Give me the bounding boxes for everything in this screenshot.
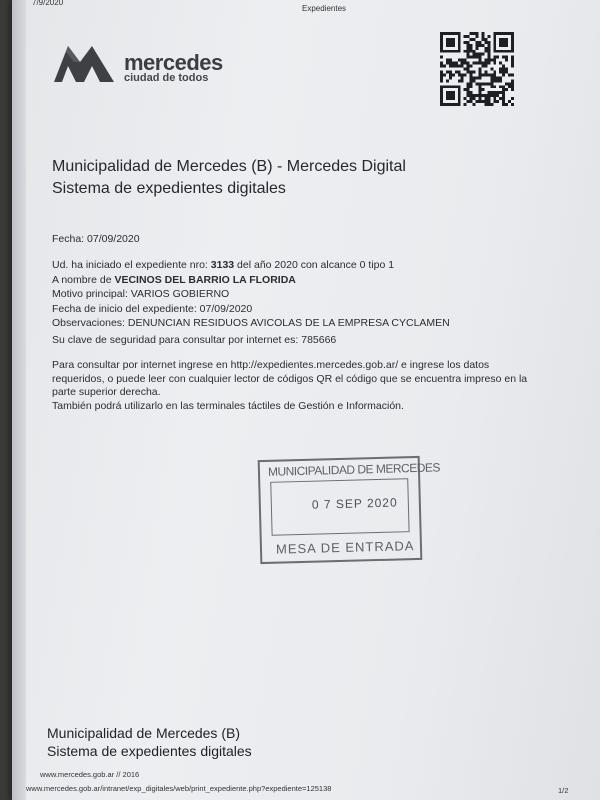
page-number: 1/2 — [558, 786, 569, 795]
footer-line-1: Municipalidad de Mercedes (B) — [47, 725, 240, 741]
mercedes-logo-icon — [54, 40, 116, 87]
print-title: Expedientes — [302, 4, 347, 13]
qr-code-icon — [440, 32, 514, 111]
instructions-line-4: También podrá utilizarlo en las terminales táctiles de Gestión e Información. — [52, 399, 404, 412]
footer-url: www.mercedes.gob.ar/intranet/exp_digitales/web/print_expediente.php?expediente=125138 — [26, 784, 332, 793]
stamp-bottom-text: MESA DE ENTRADA — [275, 538, 415, 557]
reception-stamp — [258, 456, 441, 564]
stamp-top-text: MUNICIPALIDAD DE MERCEDES — [267, 460, 441, 479]
motivo-line: Motivo principal: VARIOS GOBIERNO — [52, 288, 230, 300]
expediente-line: Ud. ha iniciado el expediente nro: 3133 del año 2020 con alcance 0 tipo 1 — [52, 259, 395, 271]
footer-title — [47, 724, 252, 760]
instructions — [52, 359, 527, 413]
instructions-line-3: parte superior derecha. — [52, 386, 161, 398]
heading-line-1: Municipalidad de Mercedes (B) - Mercedes Digital — [52, 158, 406, 175]
expediente-details — [52, 258, 450, 331]
stamp-date: 0 7 SEP 2020 — [311, 495, 398, 512]
brand-tagline: ciudad de todos — [124, 72, 209, 84]
heading-line-2: Sistema de expedientes digitales — [52, 180, 286, 197]
instructions-line-2: requeridos, o puede leer con cualquier lector de códigos QR el código que se encuentra impreso en la — [52, 372, 528, 385]
name-line: A nombre de VECINOS DEL BARRIO LA FLORIDA — [52, 273, 296, 286]
expediente-number: 3133 — [210, 259, 235, 271]
brand-name: mercedes — [124, 50, 223, 75]
paper-edge — [12, 0, 26, 800]
stamp-border — [258, 456, 441, 564]
date-line: Fecha: 07/09/2020 — [52, 233, 140, 245]
footer-line-2: Sistema de expedientes digitales — [47, 743, 252, 759]
footer-copyright: www.mercedes.gob.ar // 2016 — [40, 770, 140, 779]
print-date: 7/9/2020 — [32, 0, 64, 7]
instructions-line-1: Para consultar por internet ingrese en http://expedientes.mercedes.gob.ar/ e ingrese los datos — [52, 359, 490, 371]
stamp-inner-box — [270, 478, 409, 536]
document-heading — [52, 156, 406, 200]
applicant-name: VECINOS DEL BARRIO LA FLORIDA — [114, 273, 296, 286]
security-key-line: Su clave de seguridad para consultar por internet es: 785666 — [52, 334, 337, 346]
fecha-inicio-line: Fecha de inicio del expediente: 07/09/2020 — [52, 302, 253, 315]
document-page — [12, 0, 600, 800]
observaciones-line: Observaciones: DENUNCIAN RESIDUOS AVICOLAS DE LA EMPRESA CYCLAMEN — [52, 317, 450, 329]
